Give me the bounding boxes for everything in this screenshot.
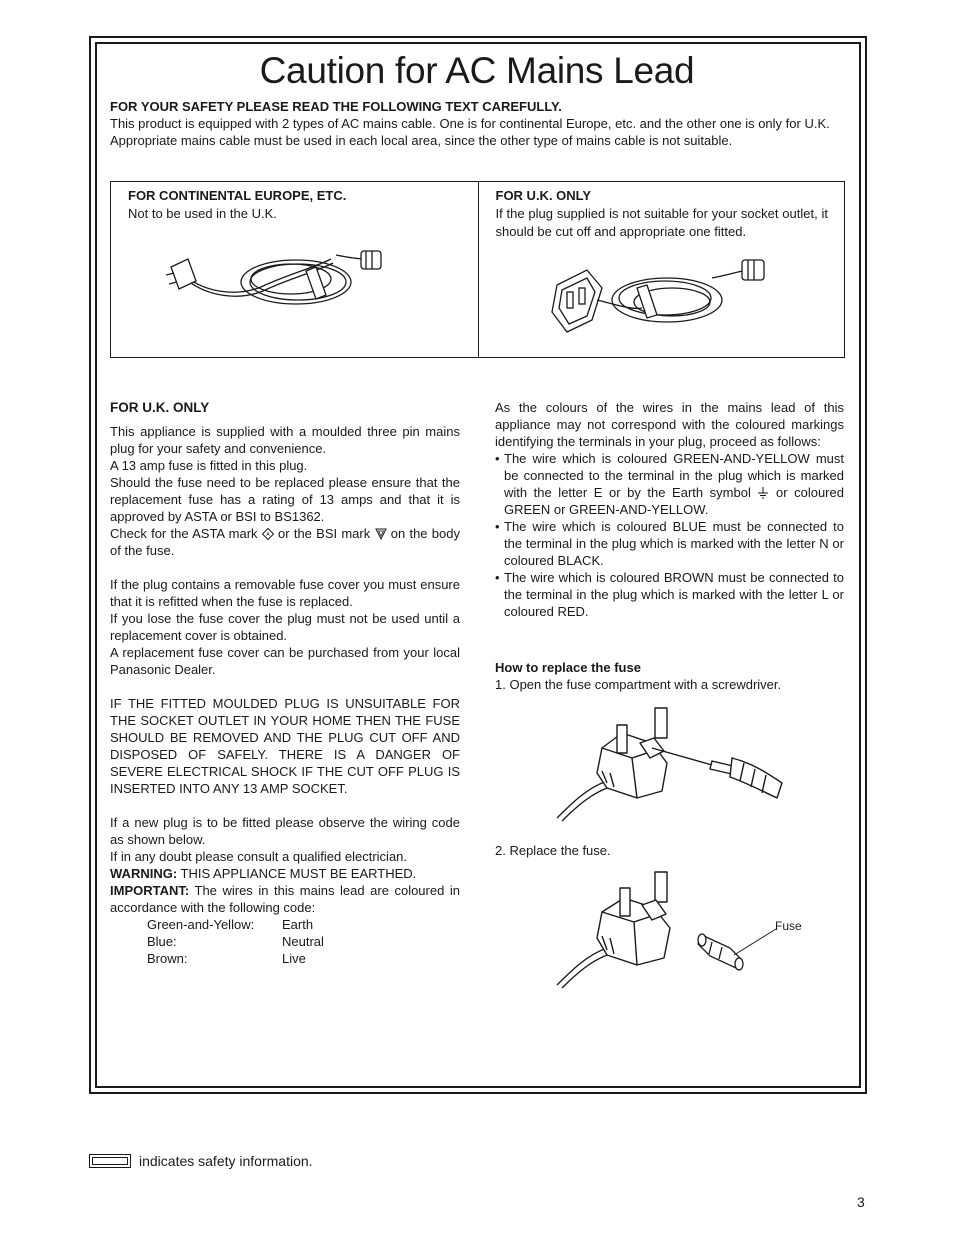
- uk-cable-icon: [547, 250, 772, 345]
- code-row: [147, 916, 460, 933]
- fuse-step-2: 2. Replace the fuse.: [495, 843, 611, 858]
- code-row: [147, 933, 460, 950]
- wire-colour-code-table: [147, 916, 460, 967]
- uk-paragraph: This appliance is supplied with a moulded three pin mains plug for your safety and convenience.: [110, 424, 460, 456]
- bsi-check-text: or the BSI mark: [278, 526, 371, 541]
- uk-cable-heading: FOR U.K. ONLY: [495, 188, 592, 203]
- fuse-label-leader: [730, 925, 780, 960]
- fuse-body-text: on the body of the fuse.: [110, 526, 460, 558]
- code-row: [147, 950, 460, 967]
- intro-paragraph: Appropriate mains cable must be used in each local area, since the other type of mains cable is not suitable.: [110, 133, 733, 148]
- warning-text: THIS APPLIANCE MUST BE EARTHED.: [177, 866, 417, 881]
- cable-types-box: [110, 181, 845, 358]
- europe-cable-icon: [166, 237, 396, 317]
- uk-paragraph: If in any doubt please consult a qualified electrician.: [110, 849, 408, 864]
- code-meaning: Neutral: [282, 934, 324, 949]
- code-meaning: Earth: [282, 917, 314, 932]
- europe-cable-panel: [111, 182, 478, 357]
- fuse-howto-block: [495, 659, 781, 693]
- uk-cable-panel: [478, 182, 845, 357]
- fuse-howto-heading: How to replace the fuse: [495, 660, 641, 675]
- wiring-intro: As the colours of the wires in the mains lead of this appliance may not correspond with the coloured markings identifying the terminals in your plug, proceed as follows:: [495, 400, 844, 449]
- fuse-step-1: 1. Open the fuse compartment with a screwdriver.: [495, 677, 782, 692]
- code-colour: Blue:: [147, 934, 177, 949]
- europe-cable-text: Not to be used in the U.K.: [128, 206, 277, 221]
- wiring-section: [495, 399, 844, 620]
- page-number: 3: [857, 1194, 865, 1210]
- wiring-bullet: • The wire which is coloured BLUE must be connected to the terminal in the plug which is marked with the letter N or coloured BLACK.: [495, 518, 844, 569]
- safety-marker-icon: [89, 1154, 131, 1168]
- code-colour: Green-and-Yellow:: [147, 917, 255, 932]
- wiring-bullet: • The wire which is coloured BROWN must be connected to the terminal in the plug which is marked with the letter L or coloured RED.: [495, 569, 844, 620]
- uk-paragraph: Should the fuse need to be replaced please ensure that the replacement fuse has a rating of 13 amps and that it is approved by ASTA or BSI to BS1362.: [110, 475, 460, 524]
- intro-block: [110, 98, 846, 149]
- asta-mark-icon: [262, 528, 274, 540]
- danger-warning-text: IF THE FITTED MOULDED PLUG IS UNSUITABLE FOR THE SOCKET OUTLET IN YOUR HOME THEN THE FUSE SHOULD BE REMOVED AND THE PLUG CUT OFF AND DISPOSED OF SAFELY. THERE IS A DANGER OF SEVERE ELECTRICAL SHOCK IF THE CUT OFF PLUG IS INSERTED INTO ANY 13 AMP SOCKET.: [110, 696, 460, 796]
- uk-paragraph: If a new plug is to be fitted please observe the wiring code as shown below.: [110, 815, 460, 847]
- fuse-plug-illustration: [552, 870, 752, 990]
- intro-paragraph: This product is equipped with 2 types of AC mains cable. One is for continental Europe, etc. and the other one is only for U.K.: [110, 116, 830, 131]
- code-colour: Brown:: [147, 951, 188, 966]
- wiring-bullet: [495, 450, 844, 518]
- earth-wire-text-end: or coloured GREEN or GREEN-AND-YELLOW.: [504, 485, 844, 517]
- earth-wire-text: The wire which is coloured GREEN-AND-YELLOW must be connected to the terminal in the plug which is marked with the letter E or by the Earth symbol: [504, 451, 844, 500]
- uk-paragraph: If you lose the fuse cover the plug must not be used until a replacement cover is obtained.: [110, 611, 460, 643]
- asta-check-text: Check for the ASTA mark: [110, 526, 258, 541]
- fuse-label: Fuse: [775, 919, 802, 933]
- important-line: [110, 882, 460, 916]
- warning-line: [110, 865, 460, 882]
- uk-section: [110, 399, 460, 967]
- svg-text:A: A: [266, 532, 270, 538]
- warning-label: WARNING:: [110, 866, 178, 881]
- europe-cable-heading: FOR CONTINENTAL EUROPE, ETC.: [128, 188, 347, 203]
- uk-section-heading: FOR U.K. ONLY: [110, 400, 210, 415]
- code-meaning: Live: [282, 951, 306, 966]
- intro-heading: FOR YOUR SAFETY PLEASE READ THE FOLLOWING TEXT CAREFULLY.: [110, 99, 562, 114]
- uk-paragraph: [110, 525, 460, 559]
- uk-paragraph: A replacement fuse cover can be purchased from your local Panasonic Dealer.: [110, 645, 460, 677]
- page-title: Caution for AC Mains Lead: [259, 50, 695, 91]
- uk-cable-text: If the plug supplied is not suitable for your socket outlet, it should be cut off and appropriate one fitted.: [495, 206, 828, 239]
- important-label: IMPORTANT:: [110, 883, 190, 898]
- uk-paragraph: A 13 amp fuse is fitted in this plug.: [110, 458, 308, 473]
- bsi-mark-icon: [375, 528, 387, 540]
- important-text: The wires in this mains lead are coloured in accordance with the following code:: [110, 883, 460, 915]
- safety-note: [89, 1153, 313, 1169]
- safety-note-text: indicates safety information.: [139, 1153, 313, 1169]
- screwdriver-plug-illustration: [552, 703, 792, 823]
- earth-symbol-icon: [757, 487, 769, 499]
- wiring-bullet-list: [495, 450, 844, 620]
- uk-paragraph: If the plug contains a removable fuse cover you must ensure that it is refitted when the fuse is replaced.: [110, 577, 460, 609]
